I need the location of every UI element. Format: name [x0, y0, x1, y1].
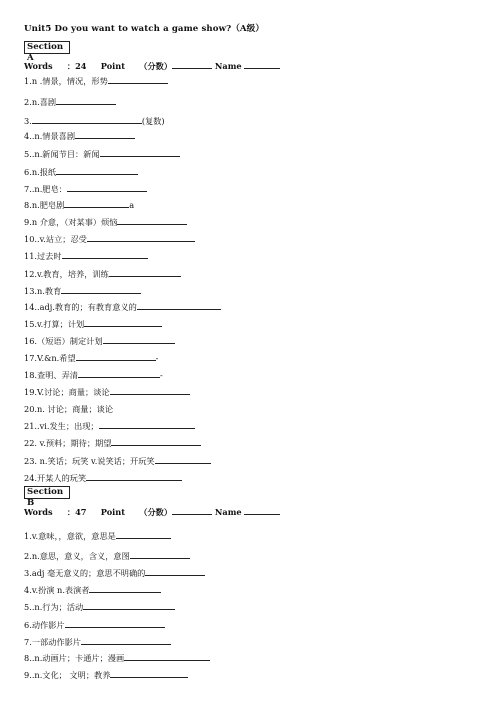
answer-blank[interactable]: [64, 199, 129, 208]
item-number: 20.: [24, 404, 38, 414]
vocab-item: [24, 199, 134, 210]
item-number: 6.: [24, 167, 32, 177]
item-prompt: n.喜剧: [31, 97, 57, 107]
item-number: 4.: [24, 131, 32, 141]
item-number: 11.: [24, 251, 38, 261]
vocab-item: [24, 130, 135, 141]
item-number: 16.: [24, 336, 38, 346]
answer-blank[interactable]: [109, 268, 181, 277]
answer-blank[interactable]: [116, 530, 171, 539]
vocab-item: [24, 386, 190, 397]
vocab-item: [24, 420, 195, 431]
item-number: 8.: [24, 653, 32, 663]
answer-blank[interactable]: [56, 166, 138, 175]
name-label: Name: [214, 507, 242, 517]
section-a-words-line: [24, 60, 280, 72]
answer-blank[interactable]: [155, 455, 211, 464]
answer-blank[interactable]: [76, 352, 156, 361]
item-prompt: V.讨论；商量；谈论: [37, 387, 110, 397]
item-number: 10.: [24, 234, 38, 244]
score-label: （分数）: [139, 61, 173, 71]
answer-blank[interactable]: [32, 115, 142, 124]
item-number: 6.: [24, 620, 32, 630]
answer-blank[interactable]: [75, 130, 135, 139]
item-prompt: .vi.发生；出现；: [37, 421, 99, 431]
answer-blank[interactable]: [61, 285, 141, 294]
vocab-item: [24, 472, 182, 483]
item-number: 12.: [24, 269, 38, 279]
words-colon: ：: [66, 507, 76, 517]
point-label: Point: [100, 61, 126, 71]
item-number: 9.: [24, 217, 32, 227]
vocab-item: [24, 530, 171, 541]
vocab-item: [24, 318, 162, 329]
vocab-item: [24, 75, 168, 86]
item-number: 15.: [24, 319, 38, 329]
item-prompt: .n.新闻节目：新闻: [31, 149, 100, 159]
item-number: 13.: [24, 286, 38, 296]
vocab-item: [24, 301, 221, 312]
answer-blank[interactable]: [78, 369, 160, 378]
item-number: 19.: [24, 387, 38, 397]
item-number: 9.: [24, 670, 32, 680]
item-prompt: n 介意，（对某事）烦恼: [31, 217, 118, 227]
answer-blank[interactable]: [111, 437, 201, 446]
item-number: 17.: [24, 353, 38, 363]
vocab-item: [24, 652, 210, 663]
item-prompt: 查明、弄清: [37, 370, 78, 380]
score-blank[interactable]: [172, 506, 212, 515]
item-prompt: n.意思，意义，含义，意图: [31, 551, 130, 561]
answer-blank[interactable]: [65, 619, 165, 628]
item-number: 2.: [24, 551, 32, 561]
item-number: 5.: [24, 149, 32, 159]
answer-blank[interactable]: [62, 250, 148, 259]
item-prompt: v.教育，培养，训练: [37, 269, 109, 279]
item-number: 22.: [24, 438, 38, 448]
vocab-item: [24, 268, 181, 279]
answer-blank[interactable]: [86, 472, 182, 481]
words-colon: ：: [66, 61, 76, 71]
vocab-item: [24, 352, 158, 363]
item-prompt: .n.情景喜剧: [31, 131, 76, 141]
item-prompt: n .情景，情况，形势: [31, 76, 108, 86]
answer-blank[interactable]: [117, 216, 187, 225]
item-number: 1.: [24, 531, 32, 541]
page-title: Unit5 Do you want to watch a game show?（A级）: [24, 24, 265, 34]
item-prompt: .v.站立；忍受: [37, 234, 87, 244]
vocab-item: [24, 285, 141, 296]
item-prompt: .n.行为；活动: [31, 602, 84, 612]
name-blank[interactable]: [244, 60, 280, 69]
item-prompt: .adj.教育的；有教育意义的: [37, 302, 137, 312]
vocab-item: [24, 183, 147, 194]
answer-blank[interactable]: [110, 669, 188, 678]
item-prompt: .n.肥皂：: [31, 184, 67, 194]
vocab-item: [24, 601, 175, 612]
answer-blank[interactable]: [87, 233, 195, 242]
item-prompt: adj 毫无意义的；意思不明确的: [31, 568, 146, 578]
item-suffix: -: [155, 353, 159, 363]
item-prompt: n.报纸: [31, 167, 57, 177]
name-blank[interactable]: [244, 506, 280, 515]
answer-blank[interactable]: [110, 386, 190, 395]
score-label: （分数）: [139, 507, 173, 517]
vocab-item: [24, 216, 187, 227]
words-count: 24: [75, 61, 87, 71]
item-prompt: v.预料；期待；期望: [37, 438, 112, 448]
vocab-item: [24, 166, 138, 177]
words-label: Words: [24, 507, 53, 517]
answer-blank[interactable]: [130, 550, 190, 559]
answer-blank[interactable]: [84, 318, 162, 327]
item-prompt: V.&n.希望: [37, 353, 76, 363]
item-number: 8.: [24, 200, 32, 210]
vocab-item: [24, 567, 205, 578]
vocab-item: [24, 115, 165, 126]
vocab-item: [24, 96, 116, 107]
vocab-item: [24, 148, 180, 159]
item-suffix: (复数): [141, 116, 165, 126]
item-number: 23.: [24, 456, 38, 466]
vocab-item: [24, 550, 190, 561]
score-blank[interactable]: [172, 60, 212, 69]
item-prompt: n.肥皂剧: [31, 200, 65, 210]
item-prompt: n.笑话；玩笑 v.说笑话；开玩笑: [37, 456, 155, 466]
item-prompt: 开某人的玩笑: [37, 473, 87, 483]
item-number: 24.: [24, 473, 38, 483]
answer-blank[interactable]: [67, 183, 147, 192]
item-number: 5.: [24, 602, 32, 612]
vocab-item: [24, 437, 201, 448]
item-number: 14.: [24, 302, 38, 312]
item-number: 4.: [24, 585, 32, 595]
item-number: 18.: [24, 370, 38, 380]
answer-blank[interactable]: [137, 301, 221, 310]
item-prompt: v.扮演 n.表演者: [31, 585, 90, 595]
answer-blank[interactable]: [124, 652, 210, 661]
vocab-item: [24, 404, 113, 414]
vocab-item: [24, 455, 211, 466]
answer-blank[interactable]: [145, 567, 205, 576]
vocab-item: [24, 250, 148, 261]
name-label: Name: [214, 61, 242, 71]
item-prompt: （短语）制定计划: [37, 336, 103, 346]
vocab-item: [24, 584, 161, 595]
vocab-item: [24, 669, 188, 680]
answer-blank[interactable]: [56, 96, 116, 105]
vocab-item: [24, 636, 171, 647]
item-prompt: 一部动作影片: [31, 637, 81, 647]
section-a-label: Section A: [24, 41, 70, 54]
vocab-item: [24, 233, 195, 244]
answer-blank[interactable]: [99, 420, 195, 429]
item-number: 2.: [24, 97, 32, 107]
item-suffix: a: [129, 200, 135, 210]
section-b-words-line: [24, 506, 280, 518]
item-prompt: 动作影片: [31, 620, 65, 630]
item-prompt: v.打算；计划: [37, 319, 85, 329]
vocab-item: [24, 619, 165, 630]
item-number: 3.: [24, 568, 32, 578]
item-prompt: n.教育: [37, 286, 62, 296]
item-number: 3.: [24, 116, 32, 126]
item-prompt: v.意味，，意欲，意思是: [31, 531, 116, 541]
answer-blank[interactable]: [103, 335, 175, 344]
words-count: 47: [75, 507, 87, 517]
words-label: Words: [24, 61, 53, 71]
item-number: 21.: [24, 421, 38, 431]
answer-blank[interactable]: [83, 601, 175, 610]
item-prompt: .n.动画片；卡通片；漫画: [31, 653, 125, 663]
vocab-item: [24, 335, 175, 346]
item-number: 7.: [24, 184, 32, 194]
vocab-item: [24, 369, 163, 380]
answer-blank[interactable]: [89, 584, 161, 593]
item-prompt: n. 讨论；商量；谈论: [37, 404, 114, 414]
item-number: 1.: [24, 76, 32, 86]
answer-blank[interactable]: [100, 148, 180, 157]
item-prompt: .n.文化； 文明；教养: [31, 670, 111, 680]
answer-blank[interactable]: [81, 636, 171, 645]
item-number: 7.: [24, 637, 32, 647]
point-label: Point: [100, 507, 126, 517]
item-suffix: -: [159, 370, 163, 380]
answer-blank[interactable]: [108, 75, 168, 84]
section-b-label: Section B: [24, 486, 70, 499]
item-prompt: 过去时: [37, 251, 62, 261]
